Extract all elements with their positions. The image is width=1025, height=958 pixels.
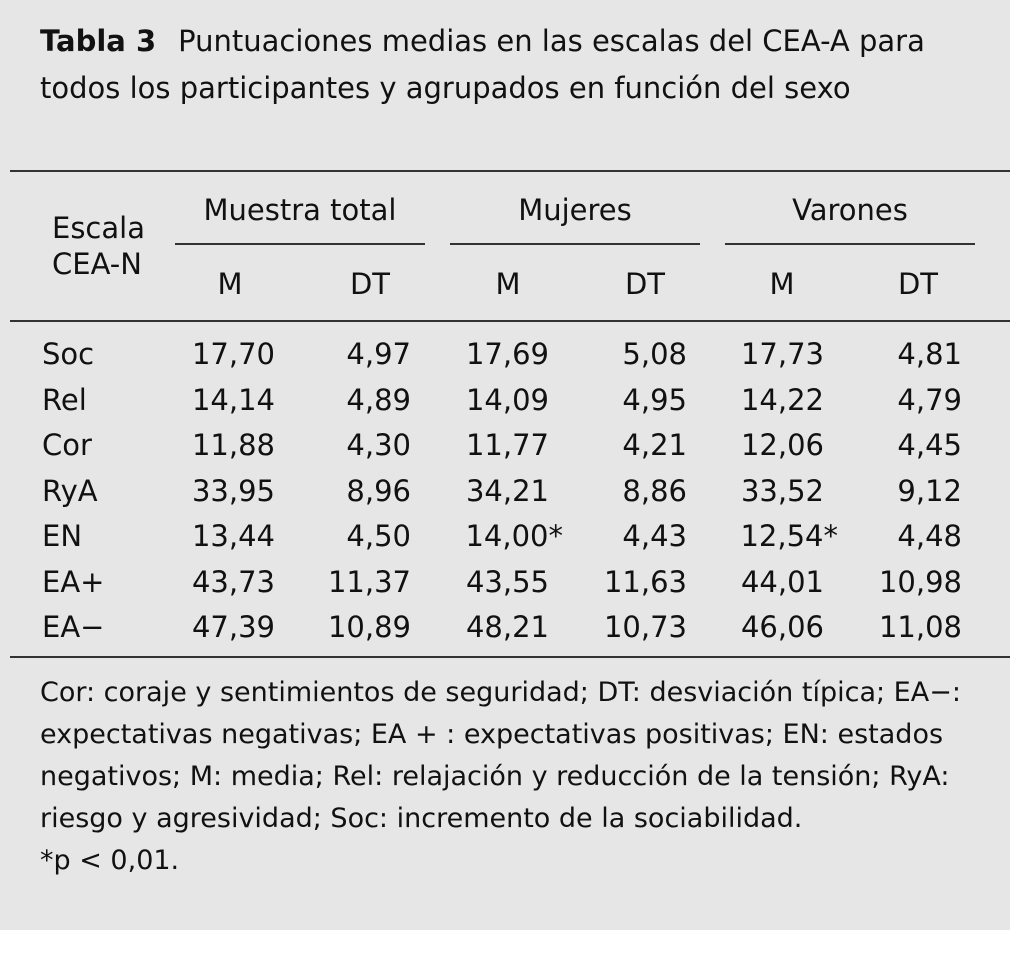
header-mujeres: Mujeres: [518, 193, 632, 227]
table-cell: 11,88: [191, 428, 275, 462]
table-cell: 10,98: [878, 564, 962, 599]
table-cell: 11,08: [878, 610, 962, 644]
table-cell: 43,73: [191, 564, 275, 599]
subheader-m: M: [769, 267, 795, 301]
top-rule: [10, 170, 1010, 172]
subheader-dt: DT: [349, 267, 391, 301]
row-label: Cor: [42, 428, 92, 462]
table-cell: 4,95: [622, 382, 687, 417]
row-label: Rel: [42, 382, 87, 417]
table-cell: 14,00*: [465, 519, 563, 553]
table-cell: 14,22: [740, 382, 824, 417]
table-cell: 11,77: [465, 428, 549, 462]
table-number: Tabla 3: [40, 24, 157, 58]
group-underline-varones: [725, 243, 975, 245]
header-rule: [10, 320, 1010, 322]
table-cell: 4,50: [346, 519, 411, 553]
subheader-dt: DT: [624, 267, 666, 301]
table-cell: 47,39: [191, 610, 275, 644]
table-footnote: [40, 672, 990, 882]
significance-note: *p < 0,01.: [40, 845, 180, 876]
table-cell: 4,45: [897, 428, 962, 462]
table-cell: 4,79: [897, 382, 962, 417]
table-cell: 46,06: [740, 610, 824, 644]
row-label: RyA: [42, 473, 98, 508]
table-cell: 4,30: [346, 428, 411, 462]
row-label: EA−: [42, 610, 105, 644]
bottom-rule: [10, 656, 1010, 658]
table-cell: 14,09: [465, 382, 549, 417]
table-cell: 13,44: [191, 519, 275, 553]
table-cell: 12,54*: [740, 519, 838, 553]
table-cell: 11,37: [327, 564, 411, 599]
header-muestra-total: Muestra total: [203, 193, 397, 227]
row-label: EN: [42, 519, 83, 553]
table-cell: 4,21: [622, 428, 687, 462]
table-cell: 4,43: [622, 519, 687, 553]
table-cell: 33,95: [191, 473, 275, 508]
table-title: Puntuaciones medias en las escalas del CEA-A para todos los participantes y agrupados en función del sexo: [40, 24, 925, 105]
table-cell: 44,01: [740, 564, 824, 599]
table-cell: 33,52: [740, 473, 824, 508]
row-label: Soc: [42, 337, 95, 371]
table-cell: 9,12: [897, 473, 962, 508]
subheader-m: M: [217, 267, 243, 301]
table-cell: 17,69: [465, 337, 549, 371]
table-cell: 43,55: [465, 564, 549, 599]
table-cell: 48,21: [465, 610, 549, 644]
table-caption: [40, 18, 980, 112]
table-cell: 14,14: [191, 382, 275, 417]
table-cell: 12,06: [740, 428, 824, 462]
table-cell: 10,73: [603, 610, 687, 644]
header-cea-n: CEA-N: [52, 247, 142, 281]
header-escala: Escala: [52, 211, 145, 245]
table-cell: 8,96: [346, 473, 411, 508]
subheader-dt: DT: [897, 267, 939, 301]
table-cell: 17,73: [740, 337, 824, 371]
table-cell: 8,86: [622, 473, 687, 508]
table-cell: 11,63: [603, 564, 687, 599]
table-cell: 5,08: [622, 337, 687, 371]
table-cell: 4,81: [897, 337, 962, 371]
row-label: EA+: [42, 564, 105, 599]
abbreviations-note: Cor: coraje y sentimientos de seguridad; DT: desviación típica; EA−: expectativas negativas; EA + : expectativas positivas; EN: estados negativos; M: media; Rel: relajación y reducción de la tensión; RyA: riesgo y agresividad; Soc: incremento de la sociabilidad.: [40, 677, 961, 834]
subheader-m: M: [495, 267, 521, 301]
group-underline-mujeres: [450, 243, 700, 245]
group-underline-total: [175, 243, 425, 245]
table-cell: 17,70: [191, 337, 275, 371]
table-cell: 4,48: [897, 519, 962, 553]
table-cell: 10,89: [327, 610, 411, 644]
table-cell: 34,21: [465, 473, 549, 508]
table-cell: 4,89: [346, 382, 411, 417]
header-varones: Varones: [792, 193, 908, 227]
table-cell: 4,97: [346, 337, 411, 371]
